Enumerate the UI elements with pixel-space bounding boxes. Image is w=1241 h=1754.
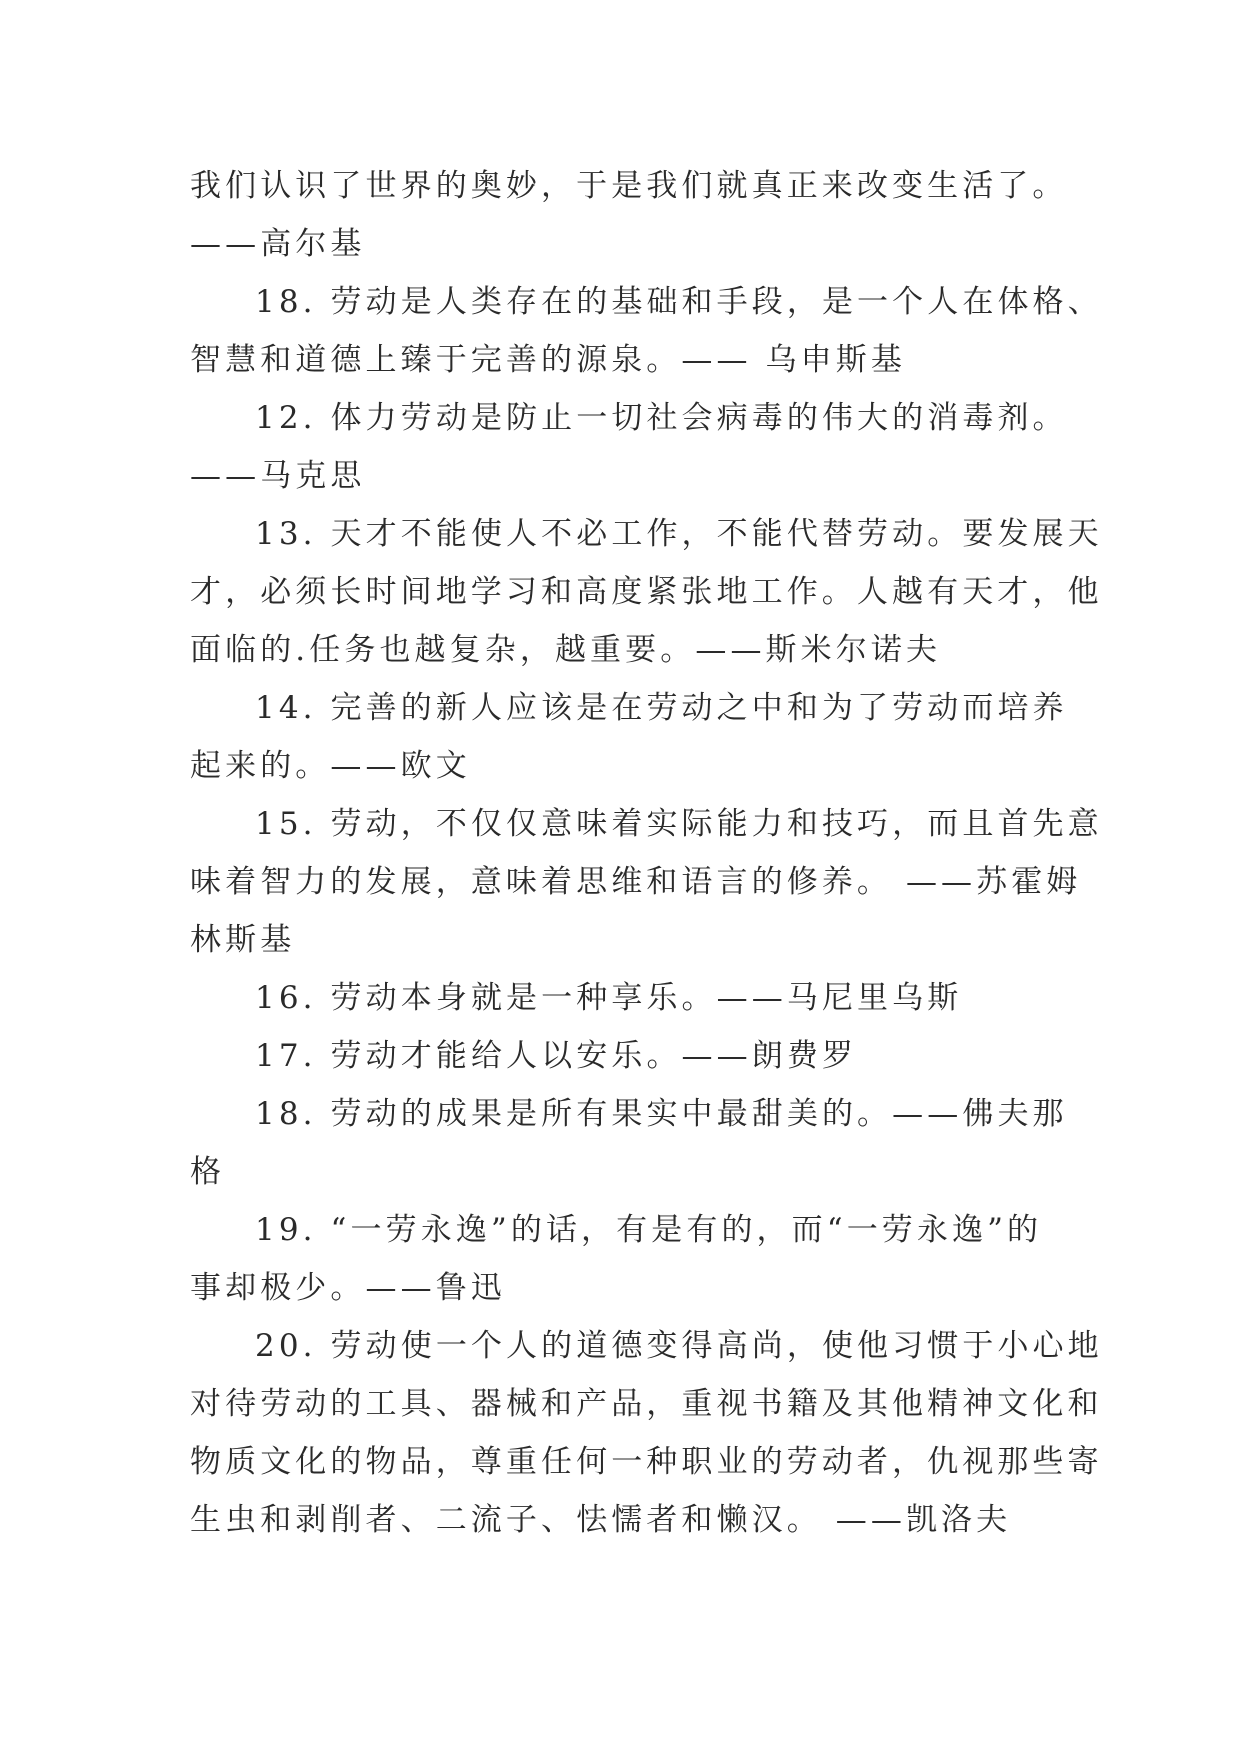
- text-line: 事却极少。——鲁迅: [190, 1270, 506, 1306]
- text-line: 生虫和剥削者、二流子、怯懦者和懒汉。 ——凯洛夫: [190, 1502, 1012, 1538]
- text-line: 林斯基: [190, 922, 296, 958]
- text-line: 格: [190, 1154, 226, 1190]
- text-line: 物质文化的物品，尊重任何一种职业的劳动者，仇视那些寄: [190, 1444, 1103, 1480]
- text-line: 14. 完善的新人应该是在劳动之中和为了劳动而培养: [255, 690, 1068, 726]
- text-line: 我们认识了世界的奥妙，于是我们就真正来改变生活了。: [190, 168, 1068, 204]
- text-line: 智慧和道德上臻于完善的源泉。—— 乌申斯基: [190, 342, 906, 378]
- text-line: 15. 劳动，不仅仅意味着实际能力和技巧，而且首先意: [255, 806, 1103, 842]
- text-line: 18. 劳动的成果是所有果实中最甜美的。——佛夫那: [255, 1096, 1068, 1132]
- text-line: ——马克思: [190, 458, 366, 494]
- text-line: 对待劳动的工具、器械和产品，重视书籍及其他精神文化和: [190, 1386, 1103, 1422]
- text-line: 12. 体力劳动是防止一切社会病毒的伟大的消毒剂。: [255, 400, 1068, 436]
- text-line: 13. 天才不能使人不必工作，不能代替劳动。要发展天: [255, 516, 1103, 552]
- text-line: 16. 劳动本身就是一种享乐。——马尼里乌斯: [255, 980, 963, 1016]
- text-line: ——高尔基: [190, 226, 366, 262]
- text-line: 18. 劳动是人类存在的基础和手段，是一个人在体格、: [255, 284, 1103, 320]
- text-line: 20. 劳动使一个人的道德变得高尚，使他习惯于小心地: [255, 1328, 1103, 1364]
- text-line: 起来的。——欧文: [190, 748, 471, 784]
- text-line: 面临的.任务也越复杂，越重要。——斯米尔诺夫: [190, 632, 942, 668]
- text-line: 19. “一劳永逸”的话，有是有的，而“一劳永逸”的: [255, 1212, 1043, 1248]
- text-line: 才，必须长时间地学习和高度紧张地工作。人越有天才，他: [190, 574, 1103, 610]
- text-line: 17. 劳动才能给人以安乐。——朗费罗: [255, 1038, 858, 1074]
- text-line: 味着智力的发展，意味着思维和语言的修养。 ——苏霍姆: [190, 864, 1082, 900]
